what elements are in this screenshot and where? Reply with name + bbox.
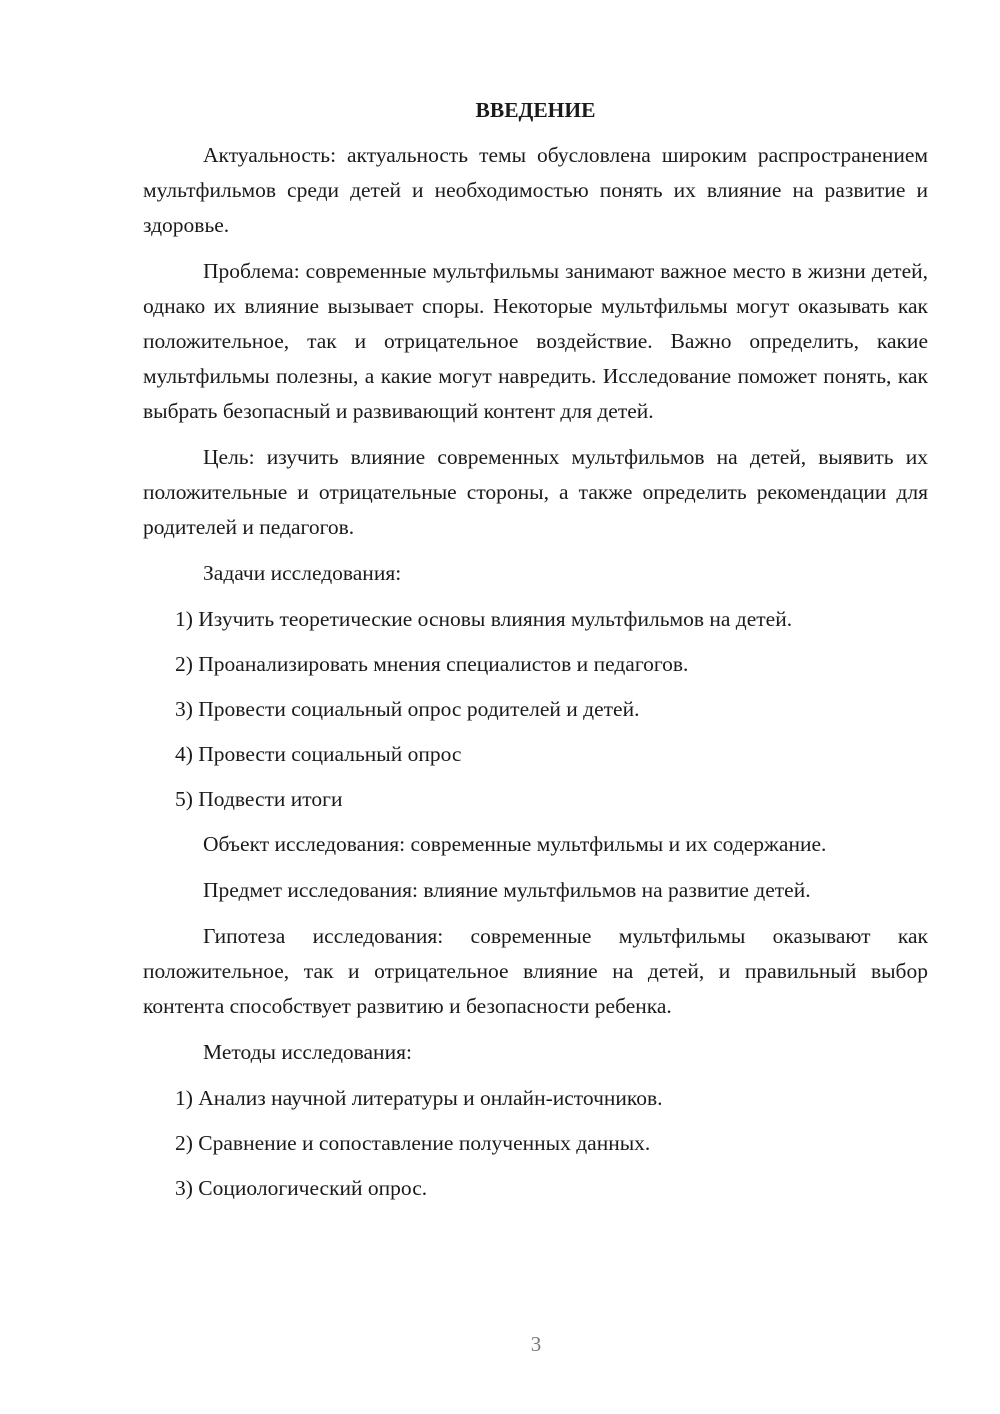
page-number: 3 [530, 1332, 542, 1356]
paragraph-hypothesis: Гипотеза исследования: современные мультфильмы оказывают как положительное, так и отрицательное влияние на детей, и правильный выбор контента способствует развитию и безопасности ребенка. [143, 924, 928, 1018]
document-page [143, 94, 928, 1216]
tasks-list [143, 602, 928, 817]
list-item: 1) Анализ научной литературы и онлайн-источников. [175, 1086, 663, 1110]
tasks-label: Задачи исследования: [203, 561, 402, 585]
paragraph-goal: Цель: изучить влияние современных мультфильмов на детей, выявить их положительные и отрицательные стороны, а также определить рекомендации для родителей и педагогов. [143, 445, 928, 539]
list-item: 4) Провести социальный опрос [175, 742, 462, 766]
methods-list [143, 1081, 928, 1206]
list-item: 2) Сравнение и сопоставление полученных данных. [175, 1131, 651, 1155]
methods-label: Методы исследования: [203, 1040, 412, 1064]
paragraph-object: Объект исследования: современные мультфильмы и их содержание. [203, 832, 827, 856]
list-item: 5) Подвести итоги [175, 787, 343, 811]
paragraph-problem: Проблема: современные мультфильмы занимают важное место в жизни детей, однако их влияние вызывает споры. Некоторые мультфильмы могут оказывать как положительное, так и отрицательное воздействие. Важно определить, какие мультфильмы полезны, а какие могут навредить. Исследование поможет понять, как выбрать безопасный и развивающий контент для детей. [143, 259, 928, 423]
list-item: 3) Провести социальный опрос родителей и детей. [175, 697, 640, 721]
list-item: 1) Изучить теоретические основы влияния мультфильмов на детей. [175, 607, 793, 631]
list-item: 2) Проанализировать мнения специалистов и педагогов. [175, 652, 689, 676]
document-title: ВВЕДЕНИЕ [475, 98, 596, 122]
paragraph-relevance: Актуальность: актуальность темы обусловлена широким распространением мультфильмов среди детей и необходимостью понять их влияние на развитие и здоровье. [143, 143, 928, 237]
list-item: 3) Социологический опрос. [175, 1176, 428, 1200]
paragraph-subject: Предмет исследования: влияние мультфильмов на развитие детей. [203, 878, 811, 902]
